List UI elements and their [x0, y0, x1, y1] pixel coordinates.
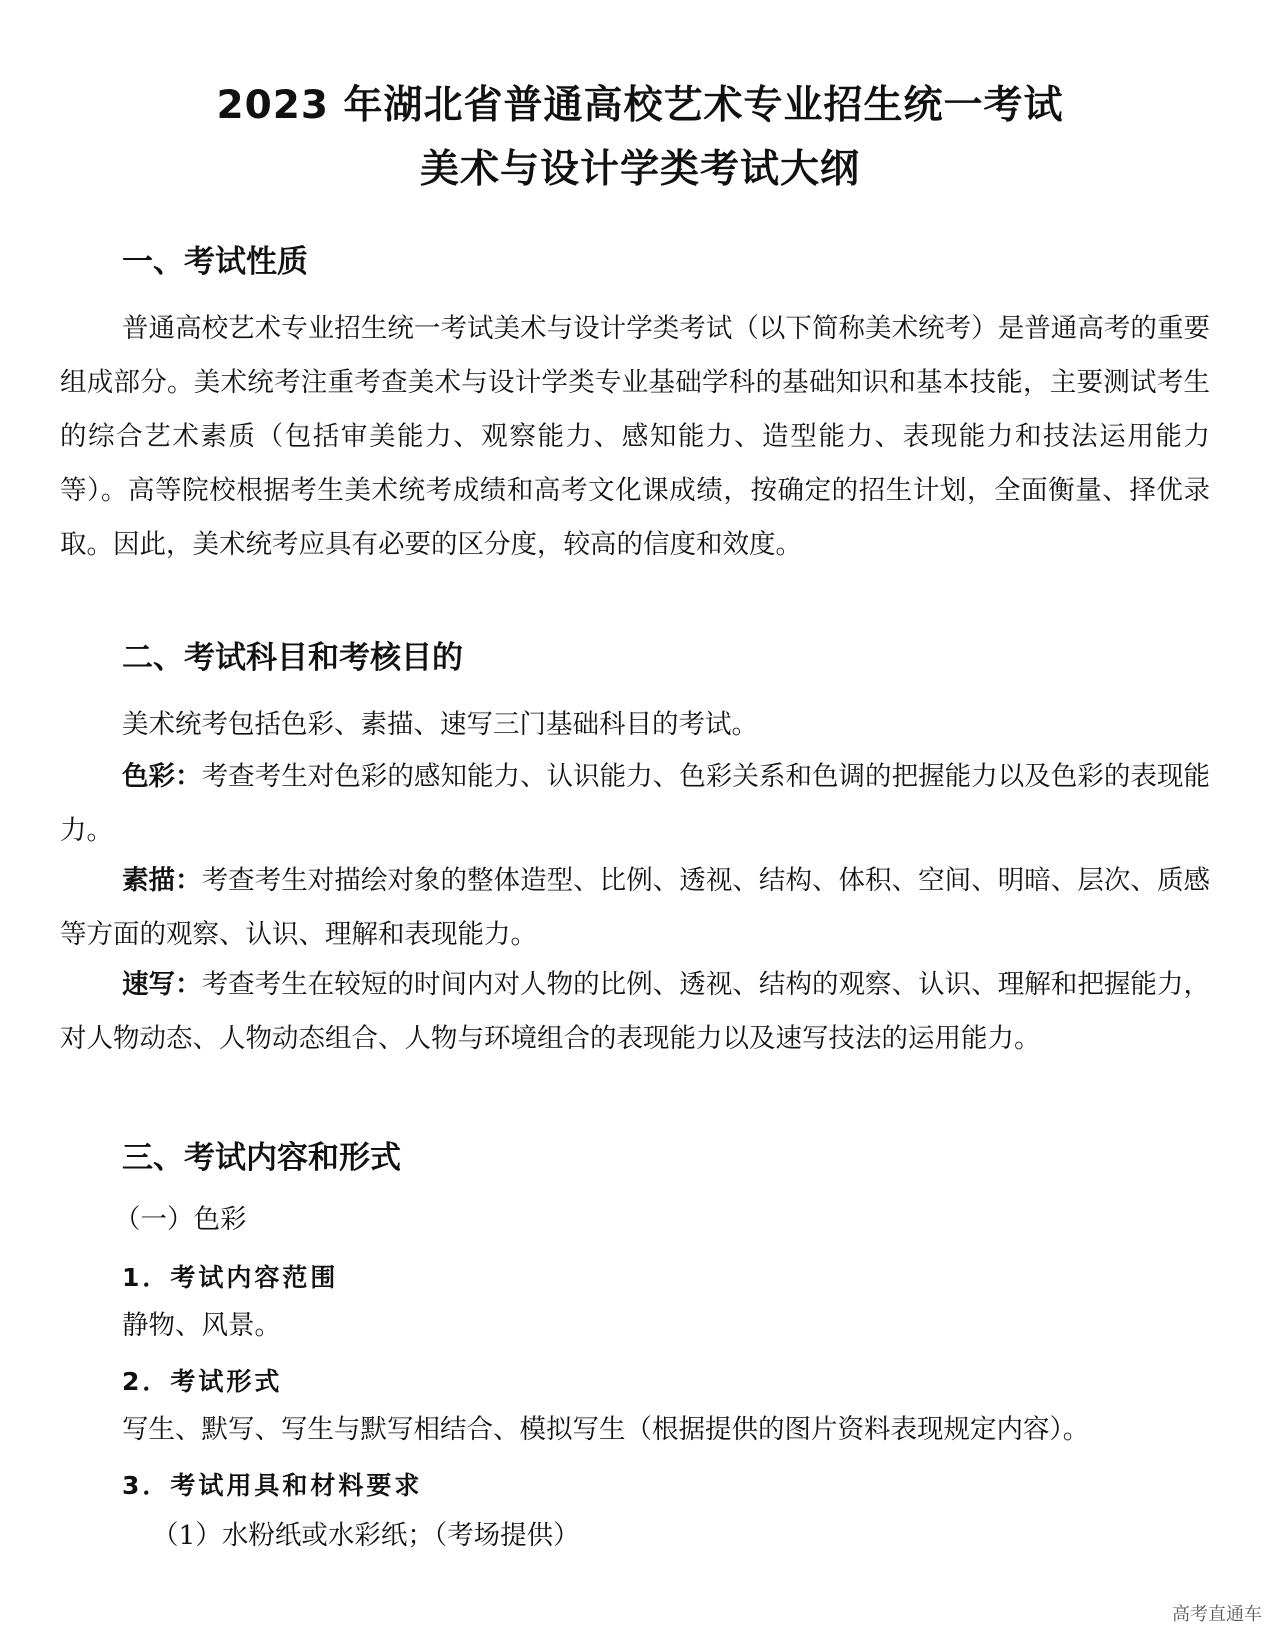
section2-color-paragraph [60, 750, 1210, 858]
section2-heading: 二、考试科目和考核目的 [122, 640, 463, 676]
item3-line1: （1）水粉纸或水彩纸；（考场提供） [152, 1520, 580, 1551]
section1-paragraph: 普通高校艺术专业招生统一考试美术与设计学类考试（以下简称美术统考）是普通高考的重要组成部分。美术统考注重考查美术与设计学类专业基础学科的基础知识和基本技能，主要测试考生的综合艺术素质（包括审美能力、观察能力、感知能力、造型能力、表现能力和技法运用能力等）。高等院校根据考生美术统考成绩和高考文化课成绩，按确定的招生计划，全面衡量、择优录取。因此，美术统考应具有必要的区分度，较高的信度和效度。 [60, 313, 1210, 560]
item1-text: 静物、风景。 [122, 1310, 281, 1341]
section3-subheading-color: （一）色彩 [114, 1204, 247, 1235]
section2-quick-sketch-paragraph [60, 958, 1210, 1066]
document-title-line1: 2023 年湖北省普通高校艺术专业招生统一考试 [216, 83, 1064, 128]
section3-heading: 三、考试内容和形式 [122, 1140, 401, 1176]
quick-sketch-label: 速写： [122, 969, 202, 1000]
color-label: 色彩： [122, 761, 202, 792]
section2-sketch-paragraph [60, 854, 1210, 962]
item1-title: 1．考试内容范围 [122, 1263, 339, 1292]
item2-title: 2．考试形式 [122, 1367, 283, 1396]
color-text: 考查考生对色彩的感知能力、认识能力、色彩关系和色调的把握能力以及色彩的表现能力。 [60, 761, 1211, 846]
item3-title: 3．考试用具和材料要求 [122, 1471, 423, 1500]
sketch-text: 考查考生对描绘对象的整体造型、比例、透视、结构、体积、空间、明暗、层次、质感等方面的观察、认识、理解和表现能力。 [60, 865, 1211, 950]
sketch-label: 素描： [122, 865, 202, 896]
section1-heading: 一、考试性质 [122, 244, 308, 280]
item2-text: 写生、默写、写生与默写相结合、模拟写生（根据提供的图片资料表现规定内容）。 [122, 1414, 1090, 1445]
quick-sketch-text: 考查考生在较短的时间内对人物的比例、透视、结构的观察、认识、理解和把握能力，对人物动态、人物动态组合、人物与环境组合的表现能力以及速写技法的运用能力。 [60, 969, 1211, 1054]
section2-intro: 美术统考包括色彩、素描、速写三门基础科目的考试。 [122, 709, 758, 740]
document-title-line2: 美术与设计学类考试大纲 [419, 147, 860, 192]
watermark-text: 高考直通车 [1172, 1604, 1262, 1625]
